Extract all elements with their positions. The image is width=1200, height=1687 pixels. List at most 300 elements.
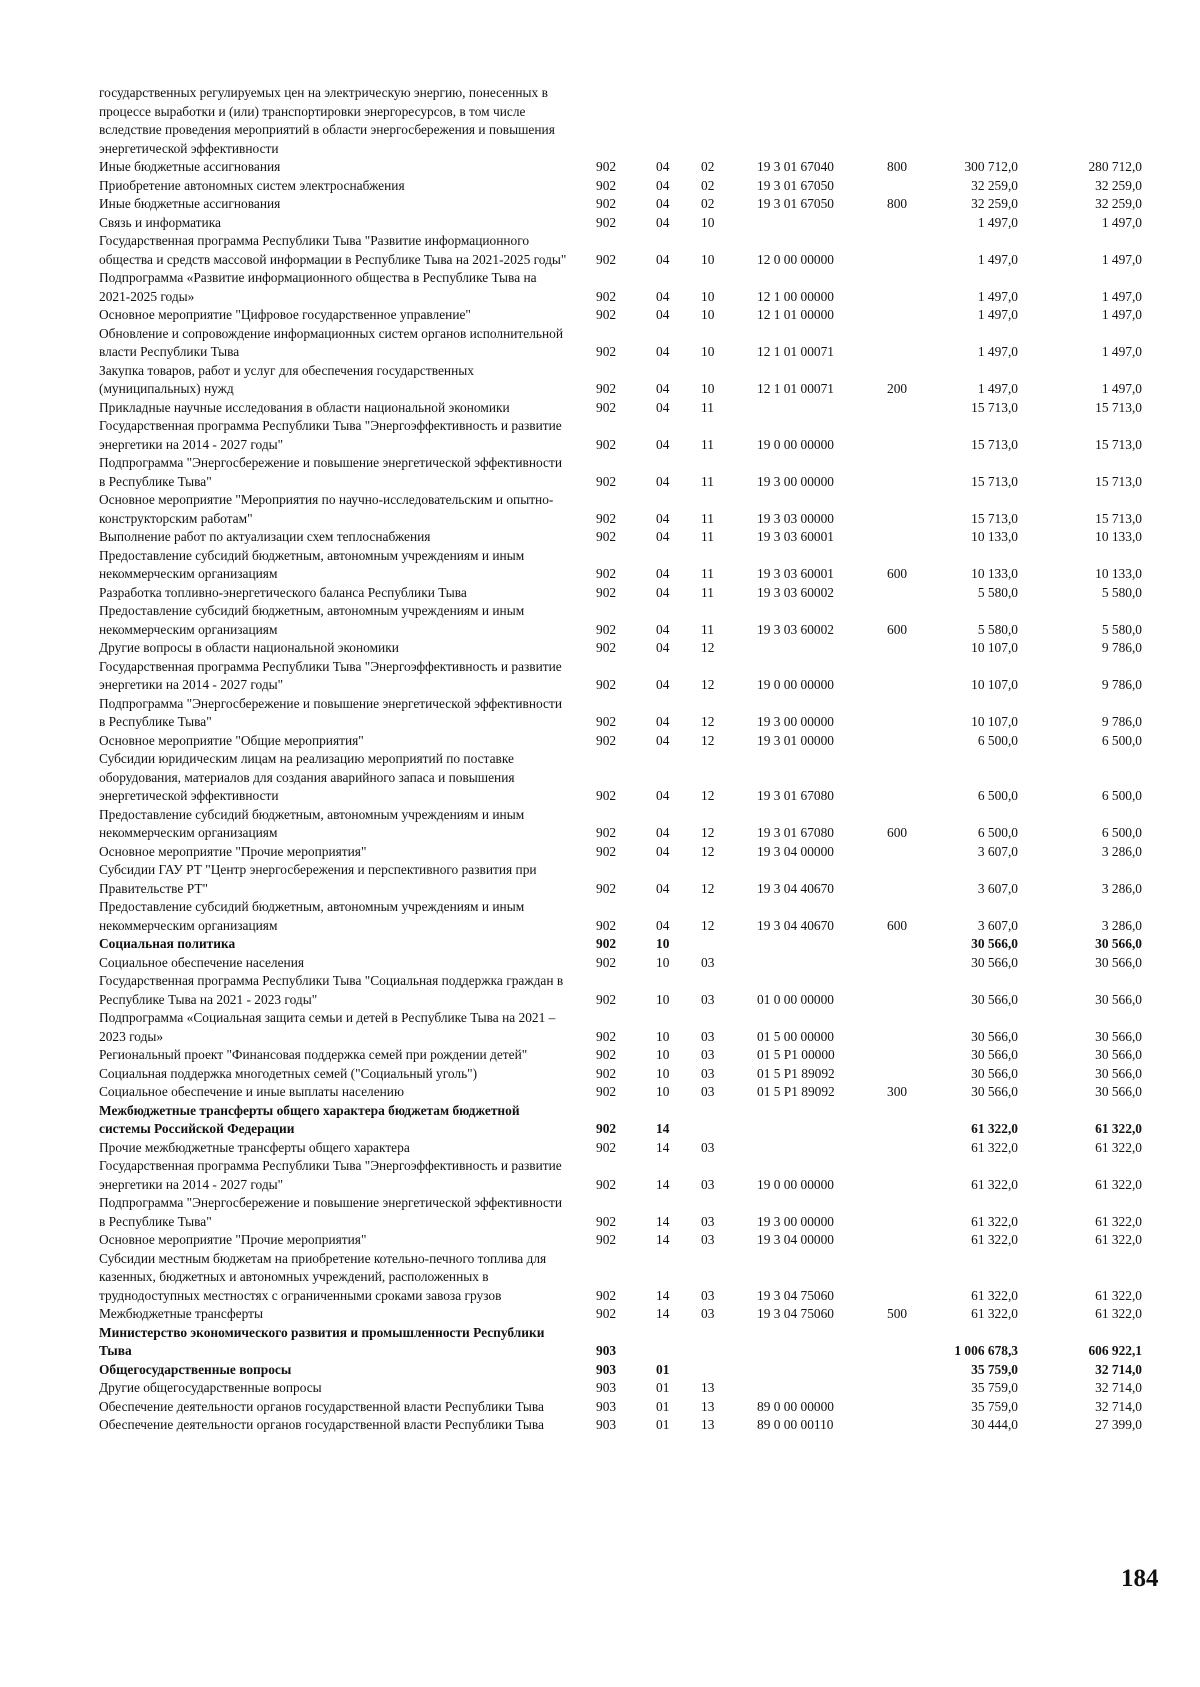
- row-admin-code: 902: [596, 732, 617, 748]
- row-admin-code: 902: [596, 714, 617, 729]
- table-row: [0, 547, 1200, 584]
- row-name: Основное мероприятие "Прочие мероприятия": [99, 843, 367, 859]
- row-section-code: 04: [656, 880, 670, 896]
- table-row: [0, 177, 1200, 196]
- row-section-code: 10: [656, 1028, 670, 1044]
- row-name: Предоставление субсидий бюджетным, автономным учреждениям и иным некоммерческим организациям: [99, 547, 525, 581]
- row-subsection-code: 10: [701, 288, 715, 304]
- row-name: Предоставление субсидий бюджетным, автономным учреждениям и иным некоммерческим организациям: [99, 899, 525, 933]
- row-admin-code: 902: [596, 936, 617, 951]
- row-name: Социальное обеспечение и иные выплаты населению: [99, 1084, 404, 1099]
- row-admin-code: 902: [596, 1176, 617, 1192]
- row-amount-year-2: 30 566,0: [1095, 1028, 1142, 1044]
- table-row: [0, 1102, 1200, 1139]
- row-name: Государственная программа Республики Тыва "Социальная поддержка граждан в Республике Тыва на 2021 - 2023 годы": [99, 973, 564, 1007]
- row-admin-code: 902: [596, 1139, 617, 1155]
- row-target-article: 19 3 04 75060: [757, 1306, 834, 1321]
- row-name: Государственная программа Республики Тыва "Развитие информационного общества и средств массовой информации в Республике Тыва на 2021-2025 годы": [99, 233, 567, 267]
- row-section-code: 04: [656, 584, 670, 600]
- row-admin-code: 902: [596, 1232, 617, 1247]
- row-subsection-code: 13: [701, 1417, 715, 1432]
- row-expense-type: 600: [887, 825, 908, 840]
- table-row: [0, 306, 1200, 325]
- row-admin-code: 902: [596, 399, 617, 415]
- row-admin-code: 902: [596, 880, 617, 896]
- row-admin-code: 902: [596, 621, 617, 637]
- row-section-code: 04: [656, 788, 670, 803]
- row-admin-code: 903: [596, 1417, 617, 1432]
- row-subsection-code: 12: [701, 640, 715, 655]
- row-amount-year-2: 280 712,0: [1088, 159, 1142, 174]
- row-amount-year-2: 6 500,0: [1101, 825, 1142, 840]
- row-admin-code: 902: [596, 991, 617, 1007]
- row-target-article: 19 3 04 75060: [757, 1287, 834, 1303]
- row-name: Выполнение работ по актуализации схем теплоснабжения: [99, 529, 431, 544]
- row-target-article: 19 3 01 67050: [757, 177, 834, 193]
- row-section-code: 10: [656, 1084, 670, 1099]
- row-expense-type: 800: [887, 159, 908, 174]
- row-amount-year-2: 32 714,0: [1095, 1398, 1142, 1414]
- row-subsection-code: 10: [701, 381, 715, 396]
- row-section-code: 10: [656, 1065, 670, 1081]
- row-admin-code: 903: [596, 1343, 617, 1358]
- row-amount-year-1: 1 497,0: [977, 344, 1018, 359]
- row-admin-code: 902: [596, 1121, 617, 1136]
- row-section-code: 04: [656, 159, 670, 174]
- row-amount-year-2: 32 714,0: [1095, 1380, 1142, 1395]
- row-subsection-code: 12: [701, 825, 715, 840]
- row-amount-year-1: 1 006 678,3: [954, 1343, 1018, 1358]
- table-row: [0, 732, 1200, 751]
- row-amount-year-1: 30 566,0: [971, 991, 1018, 1007]
- row-name: Иные бюджетные ассигнования: [99, 196, 281, 211]
- row-admin-code: 902: [596, 843, 617, 859]
- row-amount-year-2: 6 500,0: [1101, 788, 1142, 803]
- row-amount-year-1: 30 566,0: [971, 1065, 1018, 1081]
- row-amount-year-2: 32 714,0: [1095, 1361, 1142, 1377]
- table-row: [0, 806, 1200, 843]
- row-name: государственных регулируемых цен на электрическую энергию, понесенных в процессе выработки и (или) транспортировки энергоресурсов, в том числе вследствие проведения мероприятий в области энергосбережения и повышения энергетической эффективности: [99, 85, 555, 156]
- row-amount-year-1: 1 497,0: [977, 214, 1018, 230]
- row-name: Основное мероприятие "Цифровое государственное управление": [99, 307, 471, 322]
- row-amount-year-1: 30 444,0: [971, 1417, 1018, 1432]
- row-subsection-code: 03: [701, 991, 715, 1007]
- row-expense-type: 800: [887, 196, 908, 211]
- row-amount-year-1: 10 107,0: [971, 640, 1018, 655]
- row-amount-year-2: 30 566,0: [1095, 1047, 1142, 1062]
- row-amount-year-1: 6 500,0: [977, 732, 1018, 748]
- row-subsection-code: 11: [701, 566, 714, 581]
- row-admin-code: 902: [596, 1213, 617, 1229]
- row-section-code: 04: [656, 381, 670, 396]
- row-amount-year-2: 1 497,0: [1101, 381, 1142, 396]
- row-admin-code: 902: [596, 566, 617, 581]
- table-row: [0, 1324, 1200, 1361]
- row-amount-year-2: 15 713,0: [1095, 510, 1142, 526]
- row-admin-code: 902: [596, 1028, 617, 1044]
- row-admin-code: 902: [596, 473, 617, 489]
- row-name: Предоставление субсидий бюджетным, автономным учреждениям и иным некоммерческим организациям: [99, 806, 525, 840]
- row-admin-code: 902: [596, 825, 617, 840]
- table-row: [0, 1250, 1200, 1306]
- row-amount-year-2: 15 713,0: [1095, 436, 1142, 452]
- row-amount-year-2: 9 786,0: [1101, 640, 1142, 655]
- row-subsection-code: 12: [701, 788, 715, 803]
- table-row: [0, 232, 1200, 269]
- row-amount-year-1: 32 259,0: [971, 196, 1018, 211]
- row-target-article: 19 3 00 00000: [757, 1213, 834, 1229]
- row-amount-year-2: 9 786,0: [1101, 714, 1142, 729]
- row-amount-year-1: 15 713,0: [971, 436, 1018, 452]
- row-admin-code: 902: [596, 788, 617, 803]
- row-amount-year-1: 30 566,0: [971, 954, 1018, 970]
- row-amount-year-1: 15 713,0: [971, 473, 1018, 489]
- row-amount-year-1: 3 607,0: [977, 880, 1018, 896]
- row-target-article: 01 5 P1 89092: [757, 1084, 835, 1099]
- row-name: Социальная поддержка многодетных семей ("Социальный уголь"): [99, 1065, 478, 1081]
- row-subsection-code: 03: [701, 1287, 715, 1303]
- row-subsection-code: 12: [701, 732, 715, 748]
- table-row: [0, 898, 1200, 935]
- row-section-code: 10: [656, 954, 670, 970]
- row-amount-year-2: 61 322,0: [1095, 1306, 1142, 1321]
- row-section-code: 14: [656, 1232, 670, 1247]
- row-expense-type: 500: [887, 1306, 908, 1321]
- row-amount-year-1: 10 107,0: [971, 677, 1018, 692]
- row-section-code: 04: [656, 677, 670, 692]
- row-section-code: 04: [656, 843, 670, 859]
- table-row: [0, 1194, 1200, 1231]
- row-amount-year-2: 30 566,0: [1095, 1065, 1142, 1081]
- row-admin-code: 902: [596, 214, 617, 230]
- row-name: Социальная политика: [99, 936, 236, 951]
- row-amount-year-2: 3 286,0: [1101, 880, 1142, 896]
- row-target-article: 01 5 00 00000: [757, 1028, 834, 1044]
- row-amount-year-2: 61 322,0: [1095, 1232, 1142, 1247]
- table-row: [0, 454, 1200, 491]
- row-section-code: 01: [656, 1398, 670, 1414]
- row-admin-code: 902: [596, 381, 617, 396]
- row-name: Подпрограмма «Развитие информационного общества в Республике Тыва на 2021-2025 годы»: [99, 270, 537, 304]
- row-target-article: 19 3 01 00000: [757, 732, 834, 748]
- row-name: Подпрограмма «Социальная защита семьи и детей в Республике Тыва на 2021 – 2023 годы»: [99, 1010, 556, 1044]
- row-subsection-code: 03: [701, 1065, 715, 1081]
- row-amount-year-1: 300 712,0: [964, 159, 1018, 174]
- row-section-code: 04: [656, 344, 670, 359]
- row-name: Субсидии местным бюджетам на приобретение котельно-печного топлива для казенных, бюджетных и автономных учреждений, расположенных в труднодоступных местностях с ограниченными сроками завоза грузов: [99, 1250, 547, 1303]
- row-target-article: 89 0 00 00000: [757, 1398, 834, 1414]
- row-name: Межбюджетные трансферты: [99, 1306, 263, 1321]
- row-subsection-code: 12: [701, 880, 715, 896]
- row-target-article: 19 0 00 00000: [757, 677, 834, 692]
- row-section-code: 04: [656, 177, 670, 193]
- row-amount-year-1: 35 759,0: [971, 1398, 1018, 1414]
- row-amount-year-2: 61 322,0: [1095, 1139, 1142, 1155]
- row-target-article: 19 3 04 40670: [757, 880, 834, 896]
- row-name: Иные бюджетные ассигнования: [99, 159, 281, 174]
- row-subsection-code: 03: [701, 1047, 715, 1062]
- table-row: [0, 158, 1200, 177]
- table-row: [0, 1046, 1200, 1065]
- row-subsection-code: 03: [701, 1213, 715, 1229]
- row-section-code: 04: [656, 566, 670, 581]
- row-subsection-code: 03: [701, 1232, 715, 1247]
- table-row: [0, 1009, 1200, 1046]
- row-section-code: 04: [656, 196, 670, 211]
- row-subsection-code: 03: [701, 1176, 715, 1192]
- table-row: [0, 1361, 1200, 1380]
- table-row: [0, 1379, 1200, 1398]
- row-name: Обновление и сопровождение информационных систем органов исполнительной власти Республики Тыва: [99, 325, 564, 359]
- row-subsection-code: 10: [701, 344, 715, 359]
- row-name: Подпрограмма "Энергосбережение и повышение энергетической эффективности в Республике Тыва": [99, 1195, 562, 1229]
- row-subsection-code: 02: [701, 177, 715, 193]
- row-amount-year-1: 10 133,0: [971, 529, 1018, 544]
- row-subsection-code: 12: [701, 714, 715, 729]
- row-name: Социальное обеспечение населения: [99, 954, 305, 970]
- row-amount-year-2: 1 497,0: [1101, 344, 1142, 359]
- row-admin-code: 902: [596, 1084, 617, 1099]
- row-amount-year-1: 30 566,0: [971, 1047, 1018, 1062]
- row-expense-type: 600: [887, 621, 908, 637]
- row-section-code: 04: [656, 436, 670, 452]
- budget-table: [0, 84, 1200, 1435]
- row-subsection-code: 03: [701, 1028, 715, 1044]
- table-row: [0, 954, 1200, 973]
- row-name: Разработка топливно-энергетического баланса Республики Тыва: [99, 584, 467, 600]
- row-expense-type: 300: [887, 1084, 908, 1099]
- table-row: [0, 84, 1200, 158]
- row-amount-year-1: 3 607,0: [977, 843, 1018, 859]
- row-amount-year-2: 10 133,0: [1095, 566, 1142, 581]
- row-amount-year-2: 9 786,0: [1101, 677, 1142, 692]
- row-subsection-code: 11: [701, 399, 714, 415]
- row-target-article: 19 3 04 00000: [757, 1232, 834, 1247]
- row-admin-code: 902: [596, 510, 617, 526]
- row-target-article: 19 3 03 60001: [757, 566, 834, 581]
- table-row: [0, 972, 1200, 1009]
- row-name: Подпрограмма "Энергосбережение и повышение энергетической эффективности в Республике Тыва": [99, 695, 562, 729]
- row-amount-year-1: 5 580,0: [977, 621, 1018, 637]
- table-row: [0, 843, 1200, 862]
- row-amount-year-2: 606 922,1: [1088, 1343, 1142, 1358]
- row-amount-year-2: 30 566,0: [1095, 936, 1142, 951]
- row-name: Министерство экономического развития и промышленности Республики Тыва: [99, 1324, 545, 1358]
- row-section-code: 04: [656, 917, 670, 933]
- row-amount-year-2: 1 497,0: [1101, 214, 1142, 230]
- table-row: [0, 639, 1200, 658]
- table-row: [0, 1398, 1200, 1417]
- row-amount-year-2: 3 286,0: [1101, 843, 1142, 859]
- row-admin-code: 902: [596, 584, 617, 600]
- table-row: [0, 399, 1200, 418]
- row-name: Основное мероприятие "Общие мероприятия": [99, 732, 364, 748]
- row-section-code: 04: [656, 732, 670, 748]
- row-section-code: 14: [656, 1139, 670, 1155]
- row-section-code: 04: [656, 640, 670, 655]
- row-amount-year-1: 30 566,0: [971, 1084, 1018, 1099]
- table-row: [0, 1139, 1200, 1158]
- row-admin-code: 902: [596, 196, 617, 211]
- row-admin-code: 902: [596, 307, 617, 322]
- row-name: Региональный проект "Финансовая поддержка семей при рождении детей": [99, 1047, 528, 1062]
- row-target-article: 19 3 00 00000: [757, 714, 834, 729]
- row-target-article: 19 3 03 60002: [757, 621, 834, 637]
- row-target-article: 12 1 01 00071: [757, 344, 834, 359]
- row-amount-year-1: 61 322,0: [971, 1213, 1018, 1229]
- table-row: [0, 584, 1200, 603]
- row-amount-year-2: 61 322,0: [1095, 1213, 1142, 1229]
- row-amount-year-2: 61 322,0: [1095, 1287, 1142, 1303]
- row-amount-year-2: 30 566,0: [1095, 991, 1142, 1007]
- row-amount-year-1: 5 580,0: [977, 584, 1018, 600]
- row-amount-year-1: 35 759,0: [971, 1380, 1018, 1395]
- table-row: [0, 1065, 1200, 1084]
- row-amount-year-1: 1 497,0: [977, 288, 1018, 304]
- row-admin-code: 902: [596, 917, 617, 933]
- row-subsection-code: 11: [701, 510, 714, 526]
- row-amount-year-2: 32 259,0: [1095, 177, 1142, 193]
- row-section-code: 04: [656, 473, 670, 489]
- row-subsection-code: 11: [701, 621, 714, 637]
- row-amount-year-1: 15 713,0: [971, 510, 1018, 526]
- row-name: Другие вопросы в области национальной экономики: [99, 640, 399, 655]
- table-row: [0, 935, 1200, 954]
- row-amount-year-2: 5 580,0: [1101, 621, 1142, 637]
- row-target-article: 89 0 00 00110: [757, 1417, 834, 1432]
- table-row: [0, 750, 1200, 806]
- row-target-article: 19 0 00 00000: [757, 1176, 834, 1192]
- row-amount-year-1: 61 322,0: [971, 1176, 1018, 1192]
- row-section-code: 04: [656, 307, 670, 322]
- row-name: Прикладные научные исследования в области национальной экономики: [99, 399, 510, 415]
- row-name: Подпрограмма "Энергосбережение и повышение энергетической эффективности в Республике Тыва": [99, 455, 562, 489]
- table-row: [0, 325, 1200, 362]
- row-name: Межбюджетные трансферты общего характера бюджетам бюджетной системы Российской Федерации: [99, 1102, 520, 1136]
- row-admin-code: 903: [596, 1361, 617, 1377]
- row-admin-code: 902: [596, 251, 617, 267]
- row-section-code: 14: [656, 1287, 670, 1303]
- row-name: Государственная программа Республики Тыва "Энергоэффективность и развитие энергетики на 2014 - 2027 годы": [99, 1158, 562, 1192]
- row-section-code: 10: [656, 991, 670, 1007]
- row-amount-year-2: 61 322,0: [1095, 1121, 1142, 1136]
- table-row: [0, 491, 1200, 528]
- table-row: [0, 269, 1200, 306]
- row-admin-code: 902: [596, 288, 617, 304]
- row-name: Государственная программа Республики Тыва "Энергоэффективность и развитие энергетики на 2014 - 2027 годы": [99, 418, 562, 452]
- row-section-code: 04: [656, 214, 670, 230]
- row-amount-year-1: 1 497,0: [977, 381, 1018, 396]
- table-row: [0, 658, 1200, 695]
- row-target-article: 19 3 00 00000: [757, 473, 834, 489]
- row-target-article: 01 5 P1 00000: [757, 1047, 835, 1062]
- row-amount-year-1: 1 497,0: [977, 307, 1018, 322]
- row-name: Государственная программа Республики Тыва "Энергоэффективность и развитие энергетики на 2014 - 2027 годы": [99, 658, 562, 692]
- row-name: Обеспечение деятельности органов государственной власти Республики Тыва: [99, 1417, 544, 1432]
- row-target-article: 19 3 01 67040: [757, 159, 834, 174]
- row-amount-year-2: 6 500,0: [1101, 732, 1142, 748]
- row-section-code: 04: [656, 288, 670, 304]
- row-subsection-code: 10: [701, 251, 715, 267]
- table-row: [0, 362, 1200, 399]
- row-admin-code: 902: [596, 159, 617, 174]
- table-row: [0, 1157, 1200, 1194]
- row-expense-type: 200: [887, 381, 908, 396]
- row-subsection-code: 02: [701, 196, 715, 211]
- row-target-article: 19 3 04 40670: [757, 917, 834, 933]
- row-amount-year-1: 6 500,0: [977, 788, 1018, 803]
- row-subsection-code: 12: [701, 677, 715, 692]
- table-row: [0, 1416, 1200, 1435]
- table-row: [0, 214, 1200, 233]
- table-row: [0, 1083, 1200, 1102]
- row-amount-year-1: 30 566,0: [971, 1028, 1018, 1044]
- row-amount-year-1: 30 566,0: [971, 936, 1018, 951]
- row-subsection-code: 10: [701, 307, 715, 322]
- row-section-code: 14: [656, 1176, 670, 1192]
- row-subsection-code: 03: [701, 1139, 715, 1155]
- row-target-article: 12 1 01 00000: [757, 307, 834, 322]
- row-admin-code: 902: [596, 1287, 617, 1303]
- row-admin-code: 902: [596, 1047, 617, 1062]
- row-expense-type: 600: [887, 917, 908, 933]
- row-amount-year-2: 1 497,0: [1101, 288, 1142, 304]
- row-name: Закупка товаров, работ и услуг для обеспечения государственных (муниципальных) нужд: [99, 362, 474, 396]
- row-admin-code: 902: [596, 677, 617, 692]
- row-target-article: 19 3 01 67080: [757, 788, 834, 803]
- row-target-article: 19 0 00 00000: [757, 436, 834, 452]
- row-section-code: 01: [656, 1417, 670, 1432]
- row-admin-code: 902: [596, 529, 617, 544]
- row-amount-year-1: 61 322,0: [971, 1287, 1018, 1303]
- row-target-article: 19 3 01 67080: [757, 825, 834, 840]
- row-amount-year-2: 15 713,0: [1095, 399, 1142, 415]
- row-admin-code: 902: [596, 954, 617, 970]
- row-admin-code: 902: [596, 1306, 617, 1321]
- row-amount-year-1: 35 759,0: [971, 1361, 1018, 1377]
- row-admin-code: 903: [596, 1398, 617, 1414]
- row-subsection-code: 12: [701, 843, 715, 859]
- table-row: [0, 1231, 1200, 1250]
- row-amount-year-1: 61 322,0: [971, 1121, 1018, 1136]
- row-subsection-code: 13: [701, 1398, 715, 1414]
- row-target-article: 01 0 00 00000: [757, 991, 834, 1007]
- row-name: Обеспечение деятельности органов государственной власти Республики Тыва: [99, 1398, 544, 1414]
- row-amount-year-1: 10 133,0: [971, 566, 1018, 581]
- row-amount-year-1: 15 713,0: [971, 399, 1018, 415]
- row-subsection-code: 11: [701, 529, 714, 544]
- row-subsection-code: 13: [701, 1380, 715, 1395]
- row-amount-year-2: 15 713,0: [1095, 473, 1142, 489]
- table-row: [0, 602, 1200, 639]
- row-amount-year-2: 27 399,0: [1095, 1417, 1142, 1432]
- row-amount-year-2: 32 259,0: [1095, 196, 1142, 211]
- row-section-code: 14: [656, 1306, 670, 1321]
- row-name: Другие общегосударственные вопросы: [99, 1380, 322, 1395]
- row-amount-year-2: 30 566,0: [1095, 1084, 1142, 1099]
- row-amount-year-1: 1 497,0: [977, 251, 1018, 267]
- row-name: Общегосударственные вопросы: [99, 1361, 292, 1377]
- row-admin-code: 902: [596, 640, 617, 655]
- row-subsection-code: 11: [701, 584, 714, 600]
- row-section-code: 04: [656, 621, 670, 637]
- row-admin-code: 902: [596, 1065, 617, 1081]
- table-row: [0, 417, 1200, 454]
- row-subsection-code: 12: [701, 917, 715, 933]
- row-name: Прочие межбюджетные трансферты общего характера: [99, 1139, 410, 1155]
- row-amount-year-2: 61 322,0: [1095, 1176, 1142, 1192]
- row-target-article: 01 5 P1 89092: [757, 1065, 835, 1081]
